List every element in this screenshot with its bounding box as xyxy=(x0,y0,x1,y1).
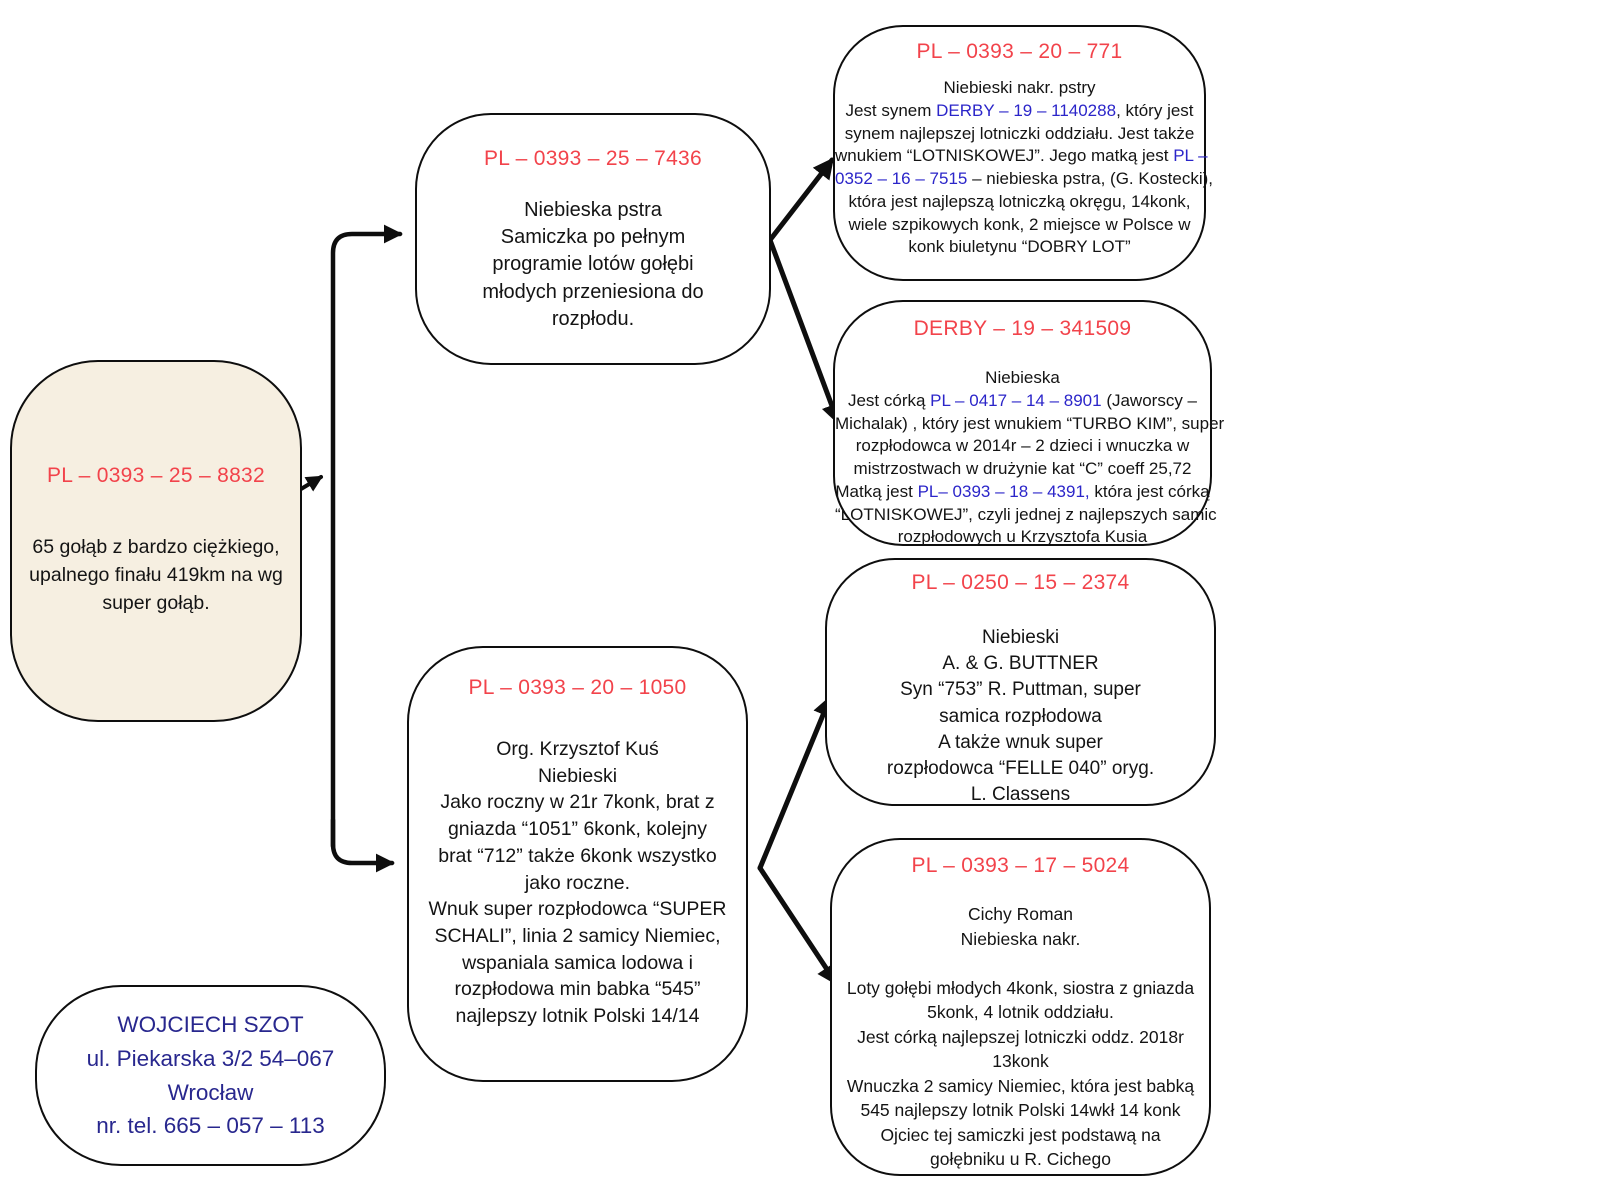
grandparent-1-node xyxy=(833,25,1214,281)
bottomparent-to-grand3-arrow xyxy=(760,698,830,868)
grandparent-4-description: Cichy Roman Niebieska nakr. Loty gołębi młodych 4konk, siostra z gniazda 5konk, 4 lotnik oddziału. Jest córką najlepszej lotniczki oddz. 2018r 13konk Wnuczka 2 samicy Niemiec, która jest babką 545 najlepszy lotnik Polski 14wkł 14 konk Ojciec tej samiczki jest podstawą na gołębniku u R. Cichego xyxy=(846,904,1195,1169)
grandparent-1-description: Niebieski nakr. pstry Jest synem DERBY – 19 – 1140288, który jest synem najlepszej lotniczki oddziału. Jest także wnukiem “LOTNISKOWEJ”. Jego matką jest PL – 0352 – 16 – 7515 – niebieska pstra, (G. Kostecki), która jest najlepszą lotniczką okręgu, 14konk, wiele szpikowych konk, 2 miejsce w Polsce w konk biuletynu “DOBRY LOT” xyxy=(835,78,1214,257)
trunk-to-bottom-parent-arrow xyxy=(333,820,392,863)
grandparent-2-node xyxy=(833,300,1225,547)
subject-node xyxy=(10,360,302,722)
topparent-to-grand2-arrow xyxy=(770,240,838,422)
subject-to-trunk-arrow xyxy=(301,477,321,489)
parent-top-description: Niebieska pstra Samiczka po pełnym programie lotów gołębi młodych przeniesiona do rozpłodu. xyxy=(482,199,704,330)
topparent-to-grand1-arrow xyxy=(770,160,832,240)
grandparent-4-node xyxy=(830,838,1211,1176)
trunk-to-top-parent-arrow xyxy=(333,234,400,846)
bottomparent-to-grand4-arrow xyxy=(760,868,836,983)
grandparent-3-description: Niebieski A. & G. BUTTNER Syn “753” R. Puttman, super samica rozpłodowa A także wnuk super rozpłodowca “FELLE 040” oryg. L. Classens xyxy=(886,627,1155,806)
parent-bottom-ring-number: PL – 0393 – 20 – 1050 xyxy=(468,676,687,699)
parent-bottom-node xyxy=(407,646,748,1082)
parent-top-ring-number: PL – 0393 – 25 – 7436 xyxy=(483,147,703,170)
grandparent-3-node xyxy=(825,558,1216,806)
subject-description: 65 gołąb z bardzo ciężkiego, upalnego finału 419km na wg super gołąb. xyxy=(29,536,283,614)
grandparent-4-ring-number: PL – 0393 – 17 – 5024 xyxy=(911,854,1130,877)
subject-ring-number: PL – 0393 – 25 – 8832 xyxy=(46,464,266,488)
grandparent-2-ring-number: DERBY – 19 – 341509 xyxy=(913,317,1132,340)
breeder-contact-card xyxy=(35,985,386,1166)
grandparent-3-ring-number: PL – 0250 – 15 – 2374 xyxy=(911,571,1130,594)
parent-bottom-description: Org. Krzysztof Kuś Niebieski Jako roczny w 21r 7konk, brat z gniazda “1051” 6konk, kolejny brat “712” także 6konk wszystko jako roczne. Wnuk super rozpłodowca “SUPER SCHALI”, linia 2 samicy Niemiec, wspaniala samica lodowa i rozpłodowa min babka “545” najlepszy lotnik Polski 14/14 xyxy=(428,738,727,1028)
grandparent-1-ring-number: PL – 0393 – 20 – 771 xyxy=(916,40,1123,63)
parent-top-node xyxy=(415,113,771,365)
breeder-contact-details: WOJCIECH SZOT ul. Piekarska 3/2 54–067 Wrocław nr. tel. 665 – 057 – 113 xyxy=(86,1012,335,1139)
grandparent-2-description: Niebieska Jest córką PL – 0417 – 14 – 8901 (Jaworscy – Michalak) , który jest wnukiem “TURBO KIM”, super rozpłodowca w 2014r – 2 dzieci i wnuczka w mistrzostwach w drużynie kat “C” coeff 25,72 Matką jest PL– 0393 – 18 – 4391, która jest córką “LOTNISKOWEJ”, czyli jednej z najlepszych samic rozpłodowych u Krzysztofa Kusia xyxy=(835,368,1225,547)
